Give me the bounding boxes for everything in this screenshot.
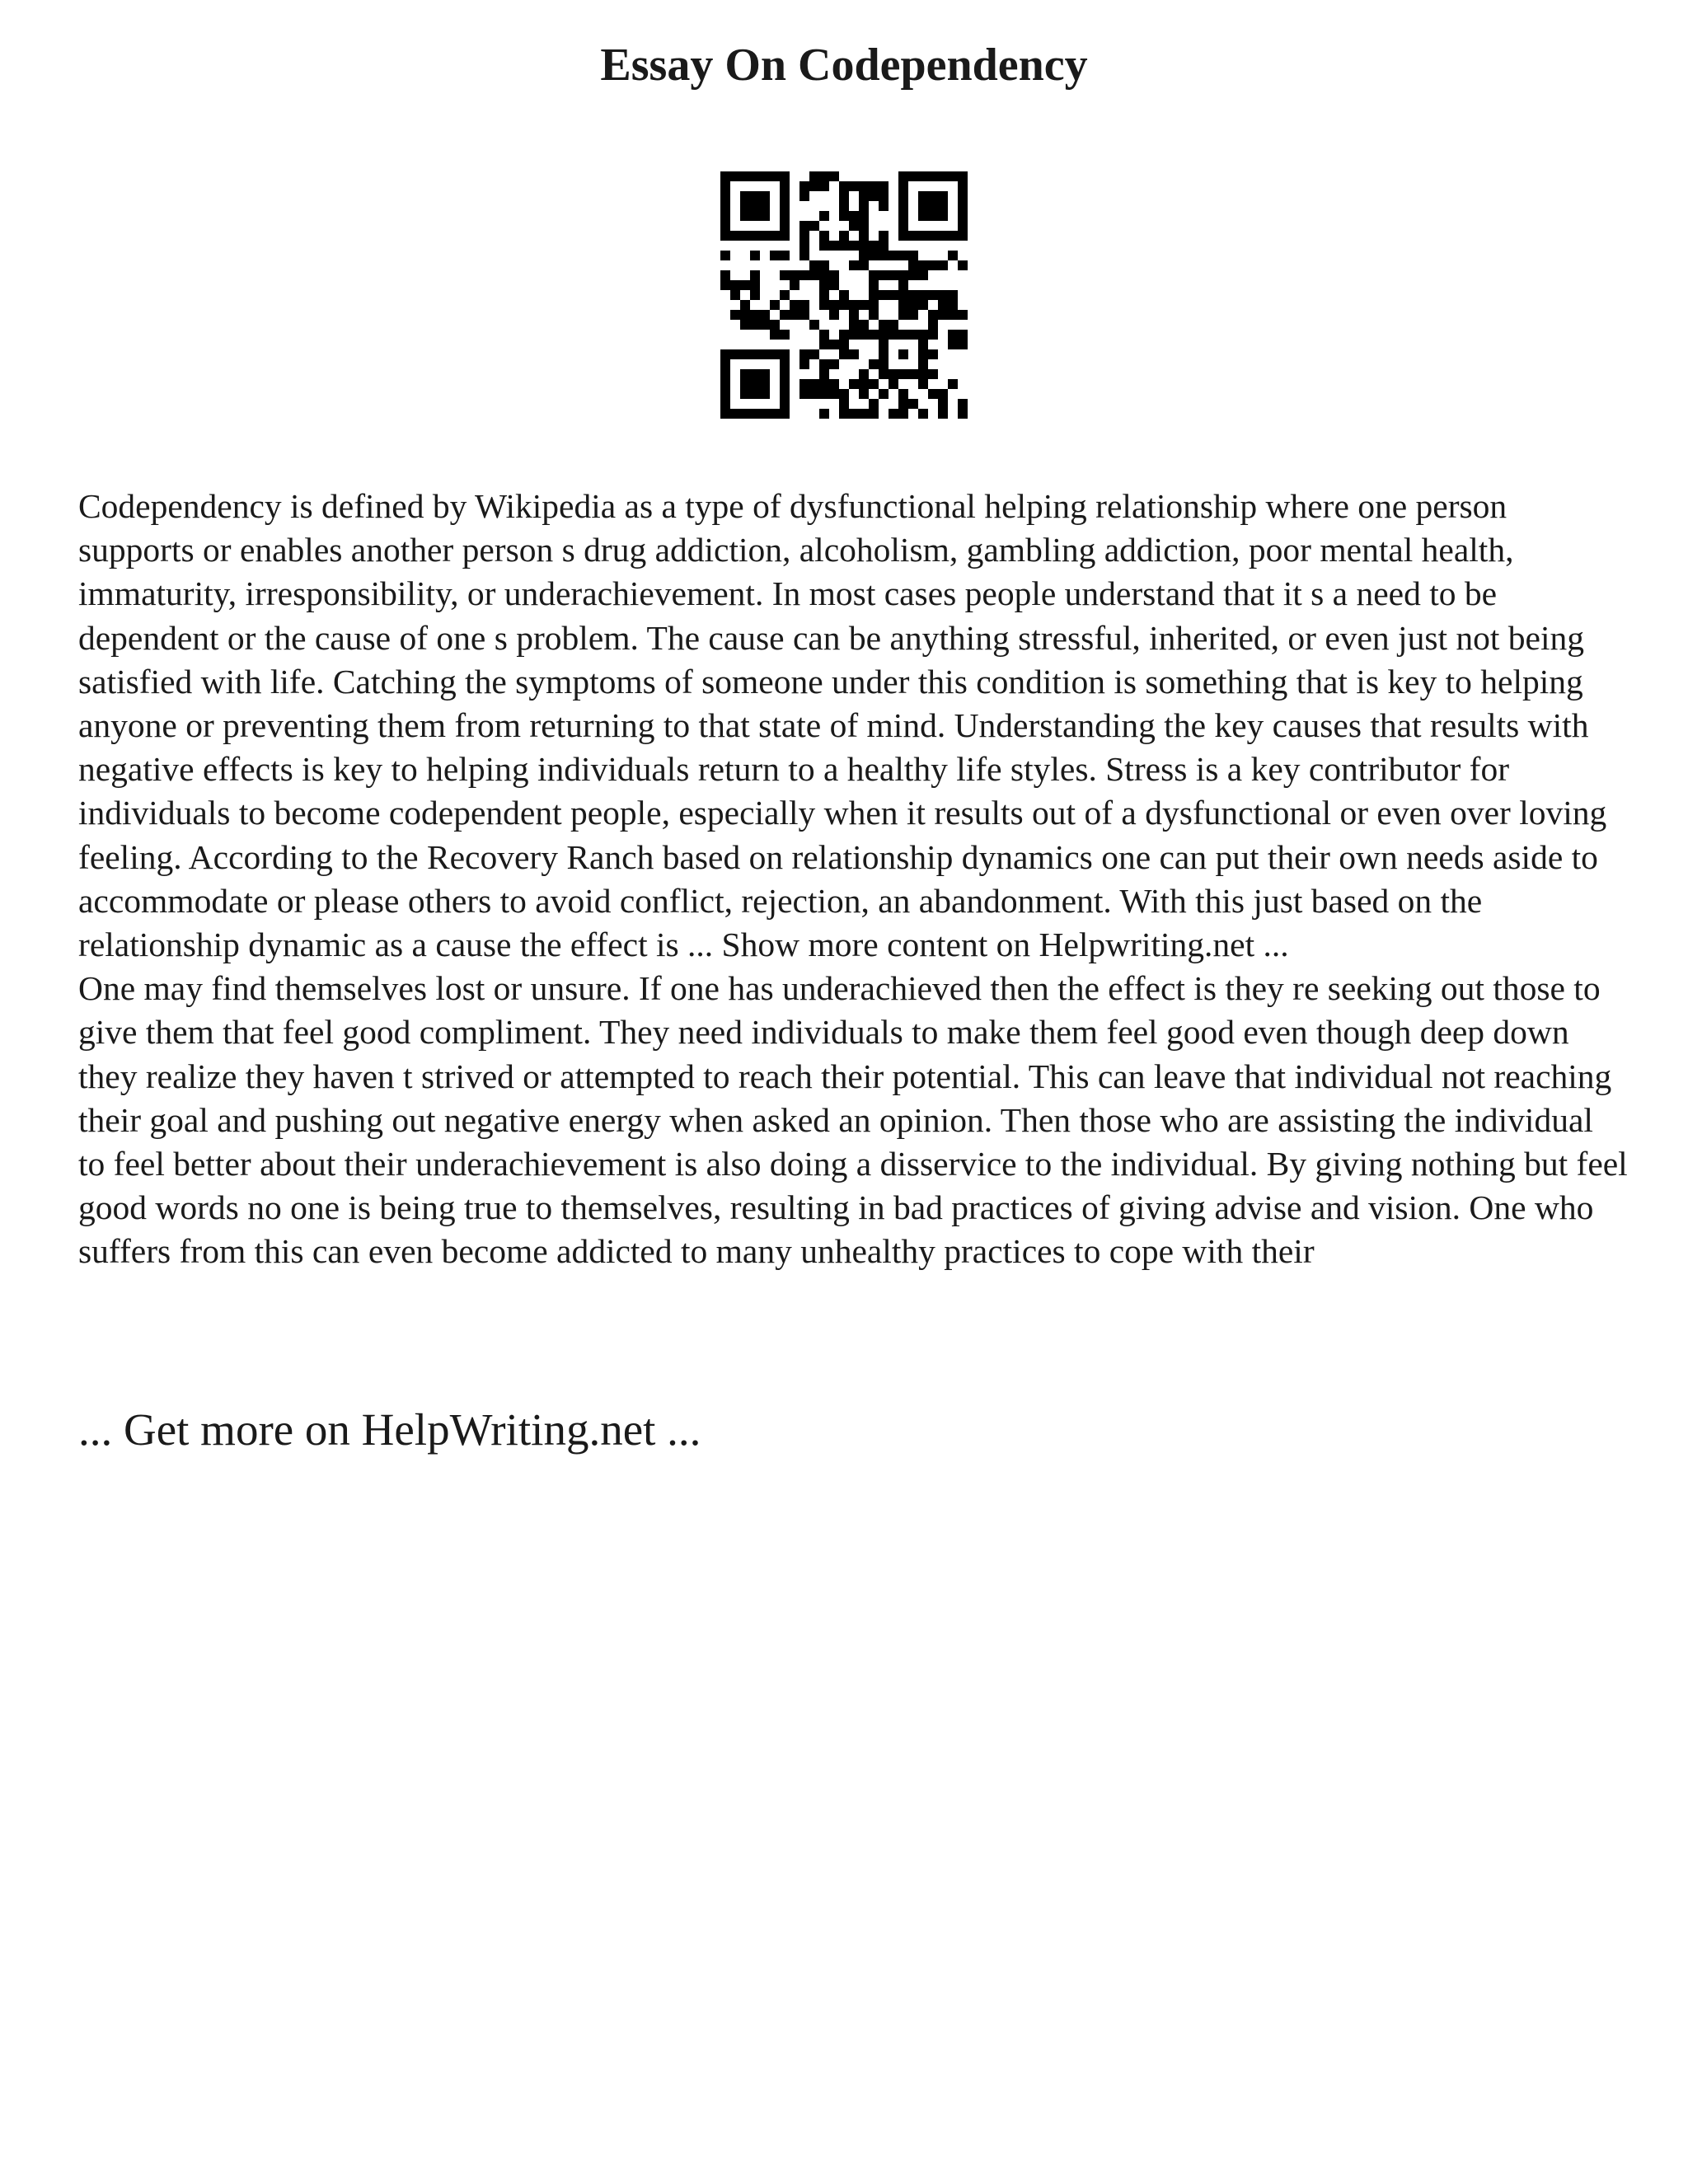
get-more-link[interactable]: ... Get more on HelpWriting.net ... (78, 1404, 701, 1455)
essay-paragraph: One may find themselves lost or unsure. If one has underachieved then the effect is they re seeking out those to give them that feel good compliment. They need individuals to make them feel good even though deep down they realize they haven t strived or attempted to reach their potential. This can leave that individual not reaching their goal and pushing out negative energy when asked an opinion. Then those who are assisting the individual to feel better about their underachievement is also doing a disservice to the individual. By giving nothing but feel good words no one is being true to themselves, resulting in bad practices of giving advise and vision. One who suffers from this can even become addicted to many unhealthy practices to cope with their (78, 969, 1628, 1271)
qr-code-icon (720, 171, 968, 419)
page-title: Essay On Codependency (600, 40, 1088, 91)
essay-paragraph: Codependency is defined by Wikipedia as a type of dysfunctional helping relationship where one person supports or enables another person s drug addiction, alcoholism, gambling addiction, poor mental health, immaturity, irresponsibility, or underachievement. In most cases people understand that it s a need to be dependent or the cause of one s problem. The cause can be anything stressful, inherited, or even just not being satisfied with life. Catching the symptoms of someone under this condition is something that is key to helping anyone or preventing them from returning to that state of mind. Understanding the key causes that results with negative effects is key to helping individuals return to a healthy life styles. Stress is a key contributor for individuals to become codependent people, especially when it results out of a dysfunctional or even over loving feeling. According to the Recovery Ranch based on relationship dynamics one can put their own needs aside to accommodate or please others to avoid conflict, rejection, an abandonment. With this just based on the relationship dynamic as a cause the effect is ... Show more content on Helpwriting.net ... (78, 487, 1607, 964)
essay-body (78, 485, 1628, 1274)
